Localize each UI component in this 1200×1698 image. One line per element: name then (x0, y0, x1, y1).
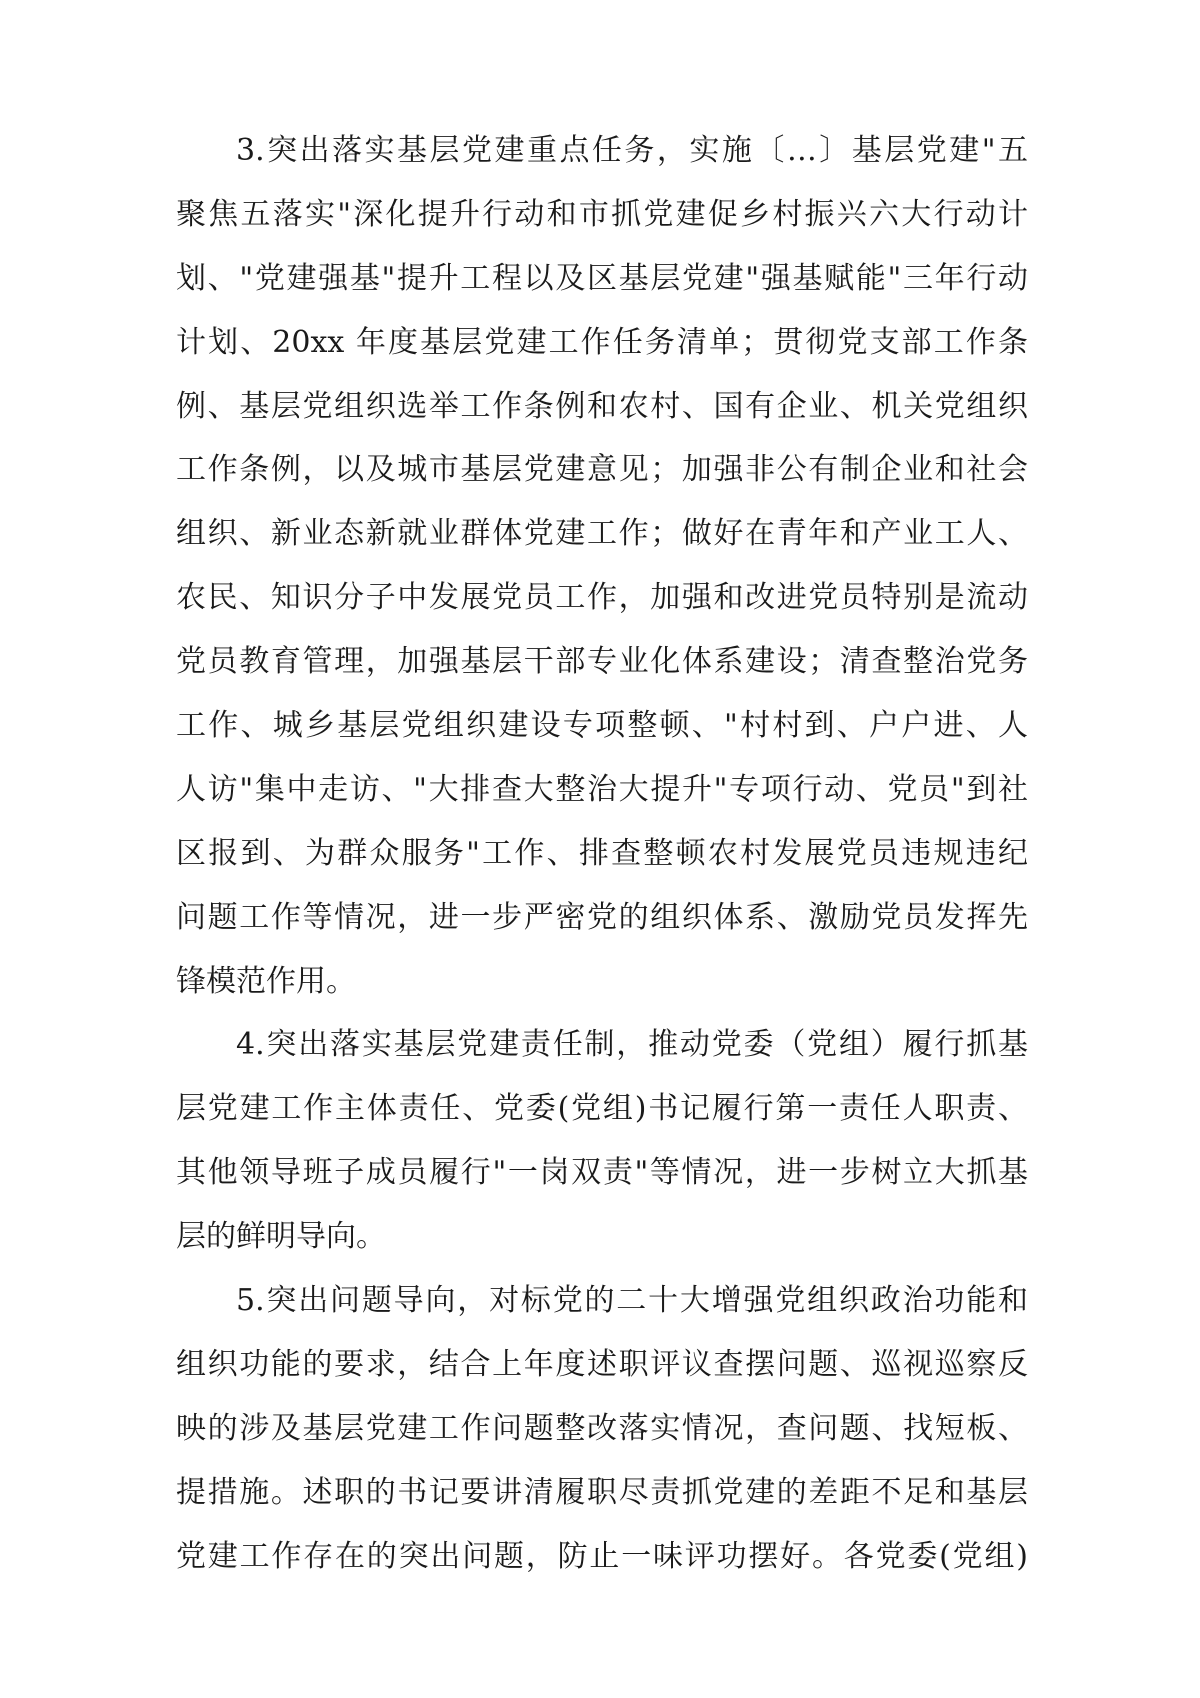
text-line: 划、"党建强基"提升工程以及区基层党建"强基赋能"三年行动 (176, 260, 1028, 296)
text-line: 5.突出问题导向，对标党的二十大增强党组织政治功能和 (236, 1283, 1028, 1319)
text-line: 聚焦五落实"深化提升行动和市抓党建促乡村振兴六大行动计 (176, 196, 1028, 232)
text-line: 农民、知识分子中发展党员工作，加强和改进党员特别是流动 (176, 580, 1028, 616)
text-line: 例、基层党组织选举工作条例和农村、国有企业、机关党组织 (176, 388, 1028, 424)
text-line: 锋模范作用。 (176, 963, 356, 999)
text-line: 4.突出落实基层党建责任制，推动党委（党组）履行抓基 (236, 1027, 1028, 1063)
text-line: 党员教育管理，加强基层干部专业化体系建设；清查整治党务 (176, 644, 1028, 680)
paragraph-item-3 (176, 119, 1028, 1013)
paragraph-item-5 (176, 1269, 1028, 1588)
paragraph-item-4 (176, 1013, 1028, 1269)
text-line: 层的鲜明导向。 (176, 1219, 386, 1255)
document-body (176, 119, 1028, 1588)
text-line: 组织、新业态新就业群体党建工作；做好在青年和产业工人、 (176, 516, 1028, 552)
text-line: 组织功能的要求，结合上年度述职评议查摆问题、巡视巡察反 (176, 1346, 1028, 1382)
text-line: 3.突出落实基层党建重点任务，实施〔…〕基层党建"五 (236, 133, 1028, 168)
text-line: 工作、城乡基层党组织建设专项整顿、"村村到、户户进、人 (176, 708, 1028, 744)
text-line: 问题工作等情况，进一步严密党的组织体系、激励党员发挥先 (176, 899, 1028, 935)
text-line: 计划、20xx 年度基层党建工作任务清单；贯彻党支部工作条 (176, 324, 1028, 360)
text-line: 党建工作存在的突出问题，防止一味评功摆好。各党委(党组) (176, 1538, 1028, 1574)
text-line: 提措施。述职的书记要讲清履职尽责抓党建的差距不足和基层 (176, 1474, 1028, 1510)
text-line: 人访"集中走访、"大排查大整治大提升"专项行动、党员"到社 (176, 771, 1028, 807)
text-line: 工作条例，以及城市基层党建意见；加强非公有制企业和社会 (176, 452, 1028, 488)
text-line: 层党建工作主体责任、党委(党组)书记履行第一责任人职责、 (176, 1091, 1028, 1127)
text-line: 区报到、为群众服务"工作、排查整顿农村发展党员违规违纪 (176, 835, 1028, 871)
text-line: 映的涉及基层党建工作问题整改落实情况，查问题、找短板、 (176, 1410, 1028, 1446)
text-line: 其他领导班子成员履行"一岗双责"等情况，进一步树立大抓基 (176, 1155, 1028, 1191)
